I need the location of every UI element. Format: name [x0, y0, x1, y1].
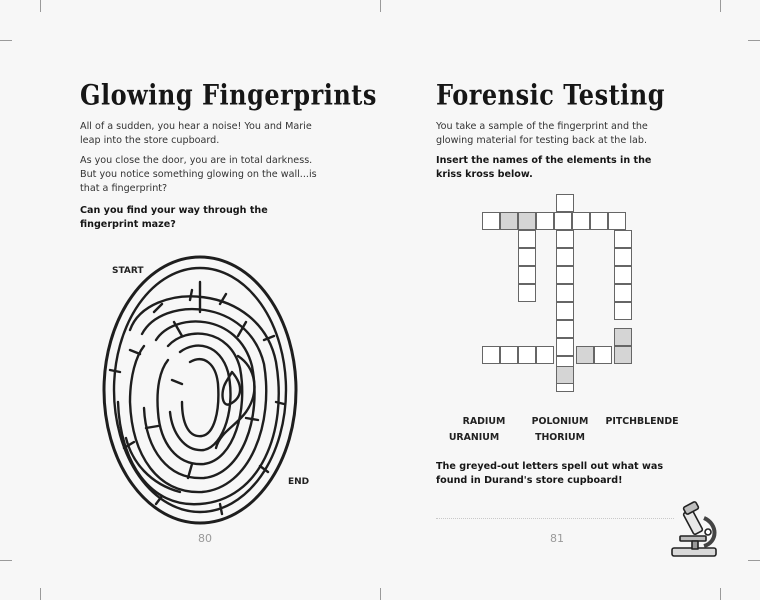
page-title: Glowing Fingerprints: [80, 78, 377, 112]
crossword-cell[interactable]: [614, 328, 632, 346]
maze-end-label: END: [288, 477, 310, 487]
crossword-cell[interactable]: [556, 230, 574, 248]
crossword-cell[interactable]: [500, 212, 518, 230]
crossword-cell[interactable]: [576, 346, 594, 364]
crossword-cell[interactable]: [556, 248, 574, 266]
crossword-cell[interactable]: [518, 284, 536, 302]
word-thorium: THORIUM: [535, 432, 585, 443]
crossword-cell[interactable]: [614, 284, 632, 302]
crossword-instruction: Insert the names of the elements in the kriss kross below.: [436, 155, 652, 180]
crossword-cell[interactable]: [536, 212, 554, 230]
fingerprint-maze[interactable]: [70, 252, 310, 532]
crossword-cell[interactable]: [500, 346, 518, 364]
crossword-cell[interactable]: [556, 366, 574, 384]
word-uranium: URANIUM: [448, 432, 500, 443]
crossword-cell[interactable]: [518, 346, 536, 364]
crossword-cell[interactable]: [572, 212, 590, 230]
crossword-cell[interactable]: [614, 302, 632, 320]
crossword-cell[interactable]: [482, 212, 500, 230]
microscope-icon: [664, 498, 726, 560]
crossword-cell[interactable]: [556, 338, 574, 356]
footer-clue: The greyed-out letters spell out what was found in Durand's store cupboard!: [436, 461, 664, 486]
word-radium: RADIUM: [462, 416, 506, 427]
crossword-cell[interactable]: [556, 284, 574, 302]
crossword-cell[interactable]: [614, 230, 632, 248]
intro-paragraph: You take a sample of the fingerprint and the glowing material for testing back at the lab.: [436, 121, 648, 146]
crossword-cell[interactable]: [518, 230, 536, 248]
dotted-divider: [436, 518, 674, 519]
maze-start-label: START: [112, 266, 144, 276]
crossword-cell[interactable]: [590, 212, 608, 230]
crossword-cell[interactable]: [518, 248, 536, 266]
intro-paragraph: All of a sudden, you hear a noise! You and Marie leap into the store cupboard.: [80, 121, 312, 146]
crossword-cell[interactable]: [554, 212, 572, 230]
crossword-cell[interactable]: [518, 266, 536, 284]
crossword-cell[interactable]: [482, 346, 500, 364]
crossword-cell[interactable]: [556, 194, 574, 212]
word-polonium: POLONIUM: [531, 416, 589, 427]
word-pitchblende: PITCHBLENDE: [605, 416, 679, 427]
crossword-cell[interactable]: [556, 320, 574, 338]
page-number: 80: [198, 532, 212, 545]
crossword-cell[interactable]: [518, 212, 536, 230]
crossword-cell[interactable]: [614, 248, 632, 266]
crossword-cell[interactable]: [614, 346, 632, 364]
crossword-cell[interactable]: [614, 266, 632, 284]
crossword-cell[interactable]: [608, 212, 626, 230]
crossword-cell[interactable]: [556, 266, 574, 284]
story-paragraph: As you close the door, you are in total darkness. But you notice something glowing on the wall...is that a fingerprint?: [80, 155, 317, 194]
maze-prompt: Can you find your way through the fingerprint maze?: [80, 205, 268, 230]
crossword-cell[interactable]: [594, 346, 612, 364]
crossword-cell[interactable]: [556, 302, 574, 320]
crossword-cell[interactable]: [536, 346, 554, 364]
page-number: 81: [550, 532, 564, 545]
page-title: Forensic Testing: [436, 78, 666, 112]
